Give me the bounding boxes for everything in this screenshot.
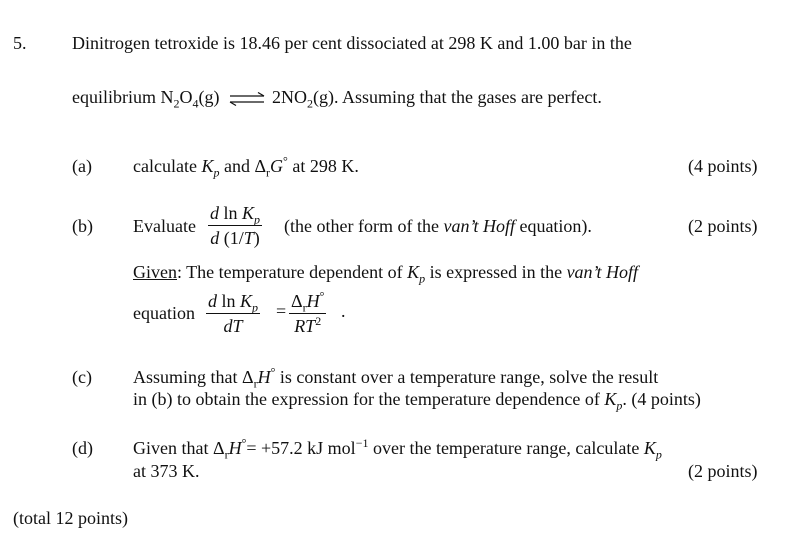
text: at 298 K. bbox=[287, 156, 359, 176]
text: H bbox=[257, 367, 271, 387]
text: van’t Hoff bbox=[443, 216, 515, 236]
question-line-1: Dinitrogen tetroxide is 18.46 per cent dissociated at 298 K and 1.00 bar in the bbox=[72, 33, 632, 53]
superscript: ° bbox=[319, 289, 325, 303]
fraction-denominator bbox=[208, 226, 262, 249]
fraction-dlnkp-dt bbox=[206, 290, 260, 337]
superscript: −1 bbox=[355, 436, 369, 450]
text: Δ bbox=[291, 291, 303, 311]
text: RT bbox=[294, 316, 316, 336]
part-d-label: (d) bbox=[72, 438, 93, 458]
text: H bbox=[306, 291, 320, 311]
subscript: p bbox=[419, 271, 426, 286]
text: H bbox=[228, 438, 242, 458]
equals-sign: = bbox=[276, 301, 287, 321]
text: d bbox=[210, 228, 220, 248]
subscript: r bbox=[224, 447, 229, 462]
part-a-points: (4 points) bbox=[688, 156, 758, 176]
fraction-numerator bbox=[289, 290, 326, 314]
text: equilibrium N bbox=[72, 87, 174, 107]
given-label: Given bbox=[133, 262, 177, 282]
fraction-dlnkp-d1overt bbox=[208, 202, 262, 249]
subscript: 2 bbox=[307, 96, 313, 111]
equation-period: . bbox=[341, 301, 346, 321]
part-b-label: (b) bbox=[72, 216, 93, 236]
subscript: r bbox=[302, 300, 307, 315]
text: calculate bbox=[133, 156, 202, 176]
text: is expressed in the bbox=[425, 262, 567, 282]
subscript: 2 bbox=[173, 96, 180, 111]
fraction-denominator: dT bbox=[223, 316, 243, 336]
part-c-line-1 bbox=[133, 365, 659, 391]
question-number: 5. bbox=[13, 33, 27, 53]
subscript: p bbox=[213, 165, 220, 180]
text: = +57.2 kJ mol bbox=[246, 438, 356, 458]
superscript: 2 bbox=[315, 314, 322, 328]
part-c-line-2 bbox=[133, 388, 701, 413]
part-d-line-1 bbox=[133, 436, 662, 462]
subscript: p bbox=[655, 447, 662, 462]
text: van’t Hoff bbox=[566, 262, 639, 282]
symbol-g: G bbox=[270, 156, 284, 176]
part-b-evaluate: Evaluate bbox=[133, 216, 196, 236]
text: is constant over a temperature range, solve the result bbox=[275, 367, 659, 387]
text: 2NO bbox=[272, 87, 307, 107]
superscript: ° bbox=[283, 154, 288, 168]
text: in (b) to obtain the expression for the temperature dependence of bbox=[133, 389, 605, 409]
part-b-text bbox=[284, 215, 592, 237]
part-b-equation-word: equation bbox=[133, 303, 195, 323]
total-points: (total 12 points) bbox=[13, 508, 128, 528]
text: (g) bbox=[198, 87, 220, 107]
text: . (4 points) bbox=[622, 389, 701, 409]
subscript: 4 bbox=[192, 96, 199, 111]
subscript: p bbox=[252, 300, 259, 315]
fraction-numerator bbox=[208, 202, 262, 226]
text: (the other form of the bbox=[284, 216, 444, 236]
part-a-label: (a) bbox=[72, 156, 92, 176]
subscript: r bbox=[253, 376, 258, 391]
text: d bbox=[208, 291, 217, 311]
text: O bbox=[179, 87, 193, 107]
text: (g). Assuming that the gases are perfect. bbox=[313, 87, 602, 107]
text: Assuming that Δ bbox=[133, 367, 254, 387]
symbol-k: K bbox=[201, 156, 214, 176]
equilibrium-arrow-icon bbox=[228, 92, 266, 106]
part-d-points: (2 points) bbox=[688, 461, 758, 481]
subscript: p bbox=[616, 398, 623, 413]
text: K bbox=[242, 203, 255, 223]
text: K bbox=[643, 438, 656, 458]
part-d-line-2: at 373 K. bbox=[133, 461, 200, 481]
subscript: r bbox=[266, 165, 271, 180]
superscript: ° bbox=[241, 436, 247, 450]
fraction-drh-rt2 bbox=[289, 290, 326, 337]
part-c-label: (c) bbox=[72, 367, 92, 387]
text: ln bbox=[219, 203, 243, 223]
text: T bbox=[243, 228, 254, 248]
text: equation). bbox=[514, 216, 592, 236]
text: d bbox=[210, 203, 219, 223]
superscript: ° bbox=[270, 365, 276, 379]
text: ) bbox=[253, 228, 260, 248]
text: ln bbox=[217, 291, 241, 311]
text: over the temperature range, calculate bbox=[368, 438, 644, 458]
fraction-denominator bbox=[289, 314, 326, 337]
text: K bbox=[604, 389, 617, 409]
text: : The temperature dependent of bbox=[177, 262, 408, 282]
text: (1/ bbox=[219, 228, 244, 248]
part-b-given bbox=[133, 261, 639, 286]
text: K bbox=[407, 262, 420, 282]
question-line-2 bbox=[72, 86, 602, 111]
text: and Δ bbox=[219, 156, 267, 176]
part-a-text bbox=[133, 154, 359, 180]
text: Given that Δ bbox=[133, 438, 225, 458]
fraction-numerator bbox=[206, 290, 260, 314]
subscript: p bbox=[254, 212, 261, 227]
text: K bbox=[240, 291, 253, 311]
part-b-points: (2 points) bbox=[688, 216, 758, 236]
